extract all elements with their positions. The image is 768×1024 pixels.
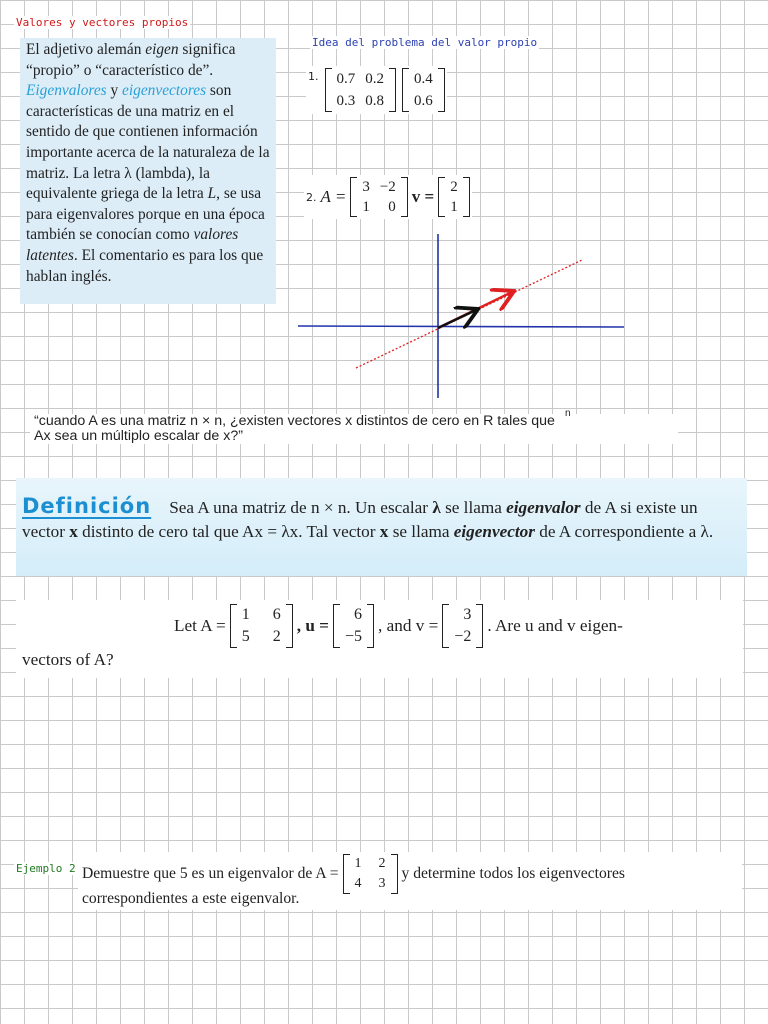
and-v-label: , and v = <box>378 616 439 635</box>
question-line-2: Ax sea un múltiplo escalar de x?” <box>34 428 243 444</box>
note-text-4: , se usa para eigenvalores porque en una época también se conocían como <box>26 185 265 244</box>
let-line-2: vectors of A? <box>22 650 114 669</box>
x-axis <box>298 326 624 327</box>
example-2 <box>304 175 472 219</box>
matrix-cell: 1 <box>241 606 250 623</box>
vector-cell: 2 <box>450 179 458 195</box>
matrix-cell: 5 <box>241 628 250 645</box>
matrix-cell: 0.8 <box>365 93 384 109</box>
example-1-number: 1. <box>308 70 319 83</box>
note-y: y <box>106 82 123 100</box>
matrix-cell: 0.7 <box>336 71 356 87</box>
ejemplo-text-1: Demuestre que 5 es un eigenvalor de A = <box>82 865 339 882</box>
note-text-2: significa “propio” o “característico de”. <box>26 41 236 79</box>
matrix-cell: 2 <box>378 856 386 871</box>
eigenvector-sketch <box>290 228 630 400</box>
let-tail: . Are u and v eigen- <box>487 616 623 635</box>
definition-text-6: de A correspondiente a λ. <box>534 522 714 541</box>
vector-cell: 0.6 <box>414 93 433 109</box>
note-L: L <box>207 185 217 203</box>
vector-v <box>438 310 476 328</box>
vector-x1 <box>402 68 445 112</box>
note-text-3: son características de una matriz en el sentido de que contienen información importante acerca de la naturaleza de la matriz. La letra λ (lambda), la equivalente griega de la letra <box>26 82 270 203</box>
matrix-cell: 2 <box>272 628 281 645</box>
matrix-cell: 3 <box>378 876 386 891</box>
vector-cell: 1 <box>450 199 458 215</box>
matrix-cell: 0.2 <box>365 71 384 87</box>
note-latentes: valores latentes <box>26 226 239 264</box>
matrix-A4 <box>343 854 398 894</box>
question-line-1: “cuando A es una matriz n × n, ¿existen vectores x distintos de cero en R tales que <box>34 413 555 429</box>
example-2-number: 2. <box>306 190 317 204</box>
matrix-cell: 6 <box>272 606 281 623</box>
matrix-cell: −2 <box>379 179 396 195</box>
definition-box <box>16 478 747 576</box>
vector-v2 <box>438 177 470 217</box>
vector-u <box>333 604 374 648</box>
superscript-n: n <box>565 408 571 419</box>
definition-text-2: se llama <box>440 498 507 517</box>
page-title: Valores y vectores propios <box>16 16 189 29</box>
vector-v3 <box>442 604 483 648</box>
matrix-cell: 1 <box>354 856 362 871</box>
matrix-cell: 4 <box>354 876 362 891</box>
let-A-label: Let A = <box>174 616 226 635</box>
definition-keyword: Definición <box>22 494 152 518</box>
ejemplo-line-2: correspondientes a este eigenvalor. <box>82 890 300 907</box>
question-text <box>30 408 678 444</box>
definition-text-3: de A si existe un vector <box>22 498 698 541</box>
vector-cell: −2 <box>454 628 472 645</box>
matrix-A2 <box>350 177 407 217</box>
matrix-cell: 3 <box>362 179 370 195</box>
matrix-cell: 1 <box>362 199 370 215</box>
note-eigenvalores: Eigenvalores <box>26 82 107 100</box>
vector-cell: 6 <box>354 606 362 623</box>
sidebar-note <box>20 38 276 304</box>
A-equals-label: A = <box>320 187 347 206</box>
v-equals-label: v = <box>411 187 435 206</box>
matrix-A1 <box>325 68 397 112</box>
definition-eigenvector: eigenvector <box>453 522 535 541</box>
note-text-5: . El comentario es para los que hablan inglés. <box>26 246 264 285</box>
vector-cell: −5 <box>344 628 362 645</box>
matrix-cell: 0 <box>388 199 396 215</box>
definition-text-4: distinto de cero tal que Ax = λx. Tal vector <box>77 522 380 541</box>
note-text-1: El adjetivo alemán <box>26 41 146 58</box>
definition-x: x <box>69 522 78 541</box>
u-equals-label: , u = <box>296 616 329 635</box>
matrix-A3 <box>230 604 293 648</box>
note-eigen: eigen <box>145 41 179 58</box>
ejemplo-box <box>78 852 742 910</box>
example-1 <box>306 66 447 114</box>
definition-x2: x <box>379 522 389 541</box>
ejemplo-label: Ejemplo 2 <box>16 862 76 875</box>
definition-lambda: λ <box>432 498 441 517</box>
definition-text-5: se llama <box>388 522 454 541</box>
note-eigenvectores: eigenvectores <box>122 82 207 100</box>
vector-cell: 0.4 <box>414 71 433 87</box>
definition-text-1: Sea A una matriz de n × n. Un escalar <box>169 498 433 517</box>
ejemplo-text-2: y determine todos los eigenvectores <box>401 865 625 882</box>
matrix-cell: 0.3 <box>336 93 356 109</box>
vector-cell: 3 <box>463 606 472 623</box>
let-problem <box>16 600 743 678</box>
definition-eigenvalor: eigenvalor <box>506 498 581 517</box>
idea-title: Idea del problema del valor propio <box>312 36 538 49</box>
